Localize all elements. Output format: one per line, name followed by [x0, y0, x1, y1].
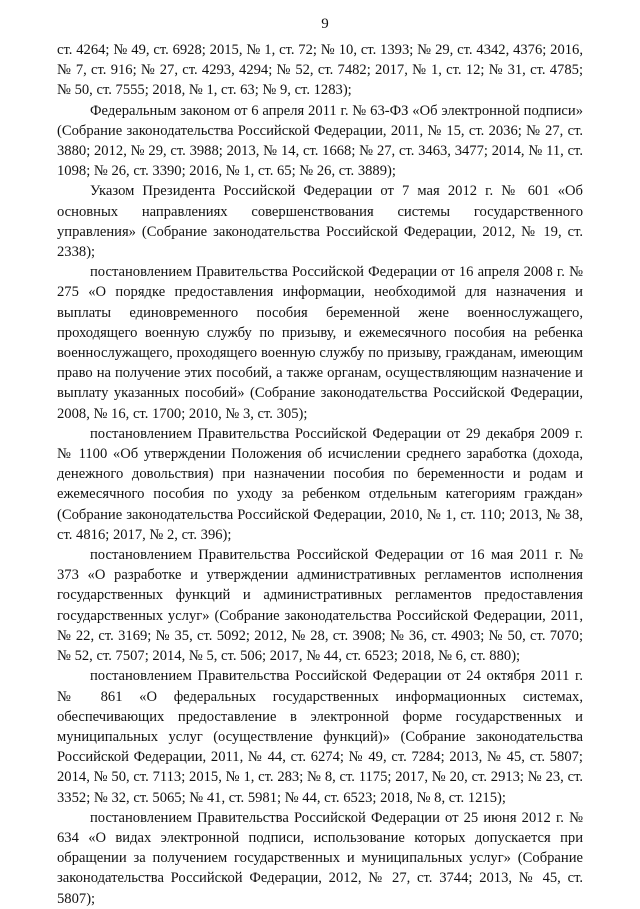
paragraph-resolution-861: постановлением Правительства Российской Федерации от 24 октября 2011 г. № 861 «О федеральных государственных информационных системах, обеспечивающих предоставление в электронной форме государственных и муниципальных услуг (осуществление функций)» (Собрание законодательства Российской Федерации, 2011, № 44, ст. 6274; № 49, ст. 7284; 2013, № 45, ст. 5807; 2014, № 50, ст. 7113; 2015, № 1, ст. 283; № 8, ст. 1175; 2017, № 20, ст. 2913; № 23, ст. 3352; № 32, ст. 5065; № 41, ст. 5981; № 44, ст. 6523; 2018, № 8, ст. 1215); — [57, 668, 583, 806]
page-number: 9 — [321, 16, 329, 32]
paragraph-resolution-373: постановлением Правительства Российской Федерации от 16 мая 2011 г. № 373 «О разработке и утверждении административных регламентов исполнения государственных функций и административных регламентов предоставления государственных услуг» (Собрание законодательства Российской Федерации, 2011, № 22, ст. 3169; № 35, ст. 5092; 2012, № 28, ст. 3908; № 36, ст. 4903; № 50, ст. 7070; № 52, ст. 7507; 2014, № 5, ст. 506; 2017, № 44, ст. 6523; 2018, № 6, ст. 880); — [57, 547, 583, 665]
paragraph-continuation: ст. 4264; № 49, ст. 6928; 2015, № 1, ст. 72; № 10, ст. 1393; № 29, ст. 4342, 4376; 2016, № 7, ст. 916; № 27, ст. 4293, 4294; № 52, ст. 7482; 2017, № 1, ст. 12; № 31, ст. 4785; № 50, ст. 7555; 2018, № 1, ст. 63; № 9, ст. 1283); — [57, 42, 583, 99]
paragraph-resolution-275: постановлением Правительства Российской Федерации от 16 апреля 2008 г. № 275 «О порядке предоставления информации, необходимой для назначения и выплаты единовременного пособия беременной жене военнослужащего, проходящего военную службу по призыву, и ежемесячного пособия на ребенка военнослужащего, проходящего военную службу по призыву, гражданам, имеющим право на получение этих пособий, а также органам, осуществляющим назначение и выплату указанных пособий» (Собрание законодательства Российской Федерации, 2008, № 16, ст. 1700; 2010, № 3, ст. 305); — [57, 264, 583, 422]
paragraph-presidential-decree-601: Указом Президента Российской Федерации от 7 мая 2012 г. № 601 «Об основных направлениях совершенствования системы государственного управления» (Собрание законодательства Российской Федерации, 2012, № 19, ст. 2338); — [57, 183, 583, 261]
paragraph-resolution-1100: постановлением Правительства Российской Федерации от 29 декабря 2009 г. № 1100 «Об утверждении Положения об исчислении среднего заработка (дохода, денежного довольствия) при назначении пособия по беременности и родам и ежемесячного пособия по уходу за ребенком отдельным категориям граждан» (Собрание законодательства Российской Федерации, 2010, № 1, ст. 110; 2013, № 38, ст. 4816; 2017, № 2, ст. 396); — [57, 425, 583, 543]
paragraph-resolution-634: постановлением Правительства Российской Федерации от 25 июня 2012 г. № 634 «О видах электронной подписи, использование которых допускается при обращении за получением государственных и муниципальных услуг» (Собрание законодательства Российской Федерации, 2012, № 27, ст. 3744; 2013, № 45, ст. 5807); — [57, 809, 583, 907]
document-page — [57, 14, 583, 909]
paragraph-federal-law-63fz: Федеральным законом от 6 апреля 2011 г. № 63-ФЗ «Об электронной подписи» (Собрание законодательства Российской Федерации, 2011, № 15, ст. 2036; № 27, ст. 3880; 2012, № 29, ст. 3988; 2013, № 14, ст. 1668; № 27, ст. 3463, 3477; 2014, № 11, ст. 1098; № 26, ст. 3390; 2016, № 1, ст. 65; № 26, ст. 3889); — [57, 102, 583, 180]
